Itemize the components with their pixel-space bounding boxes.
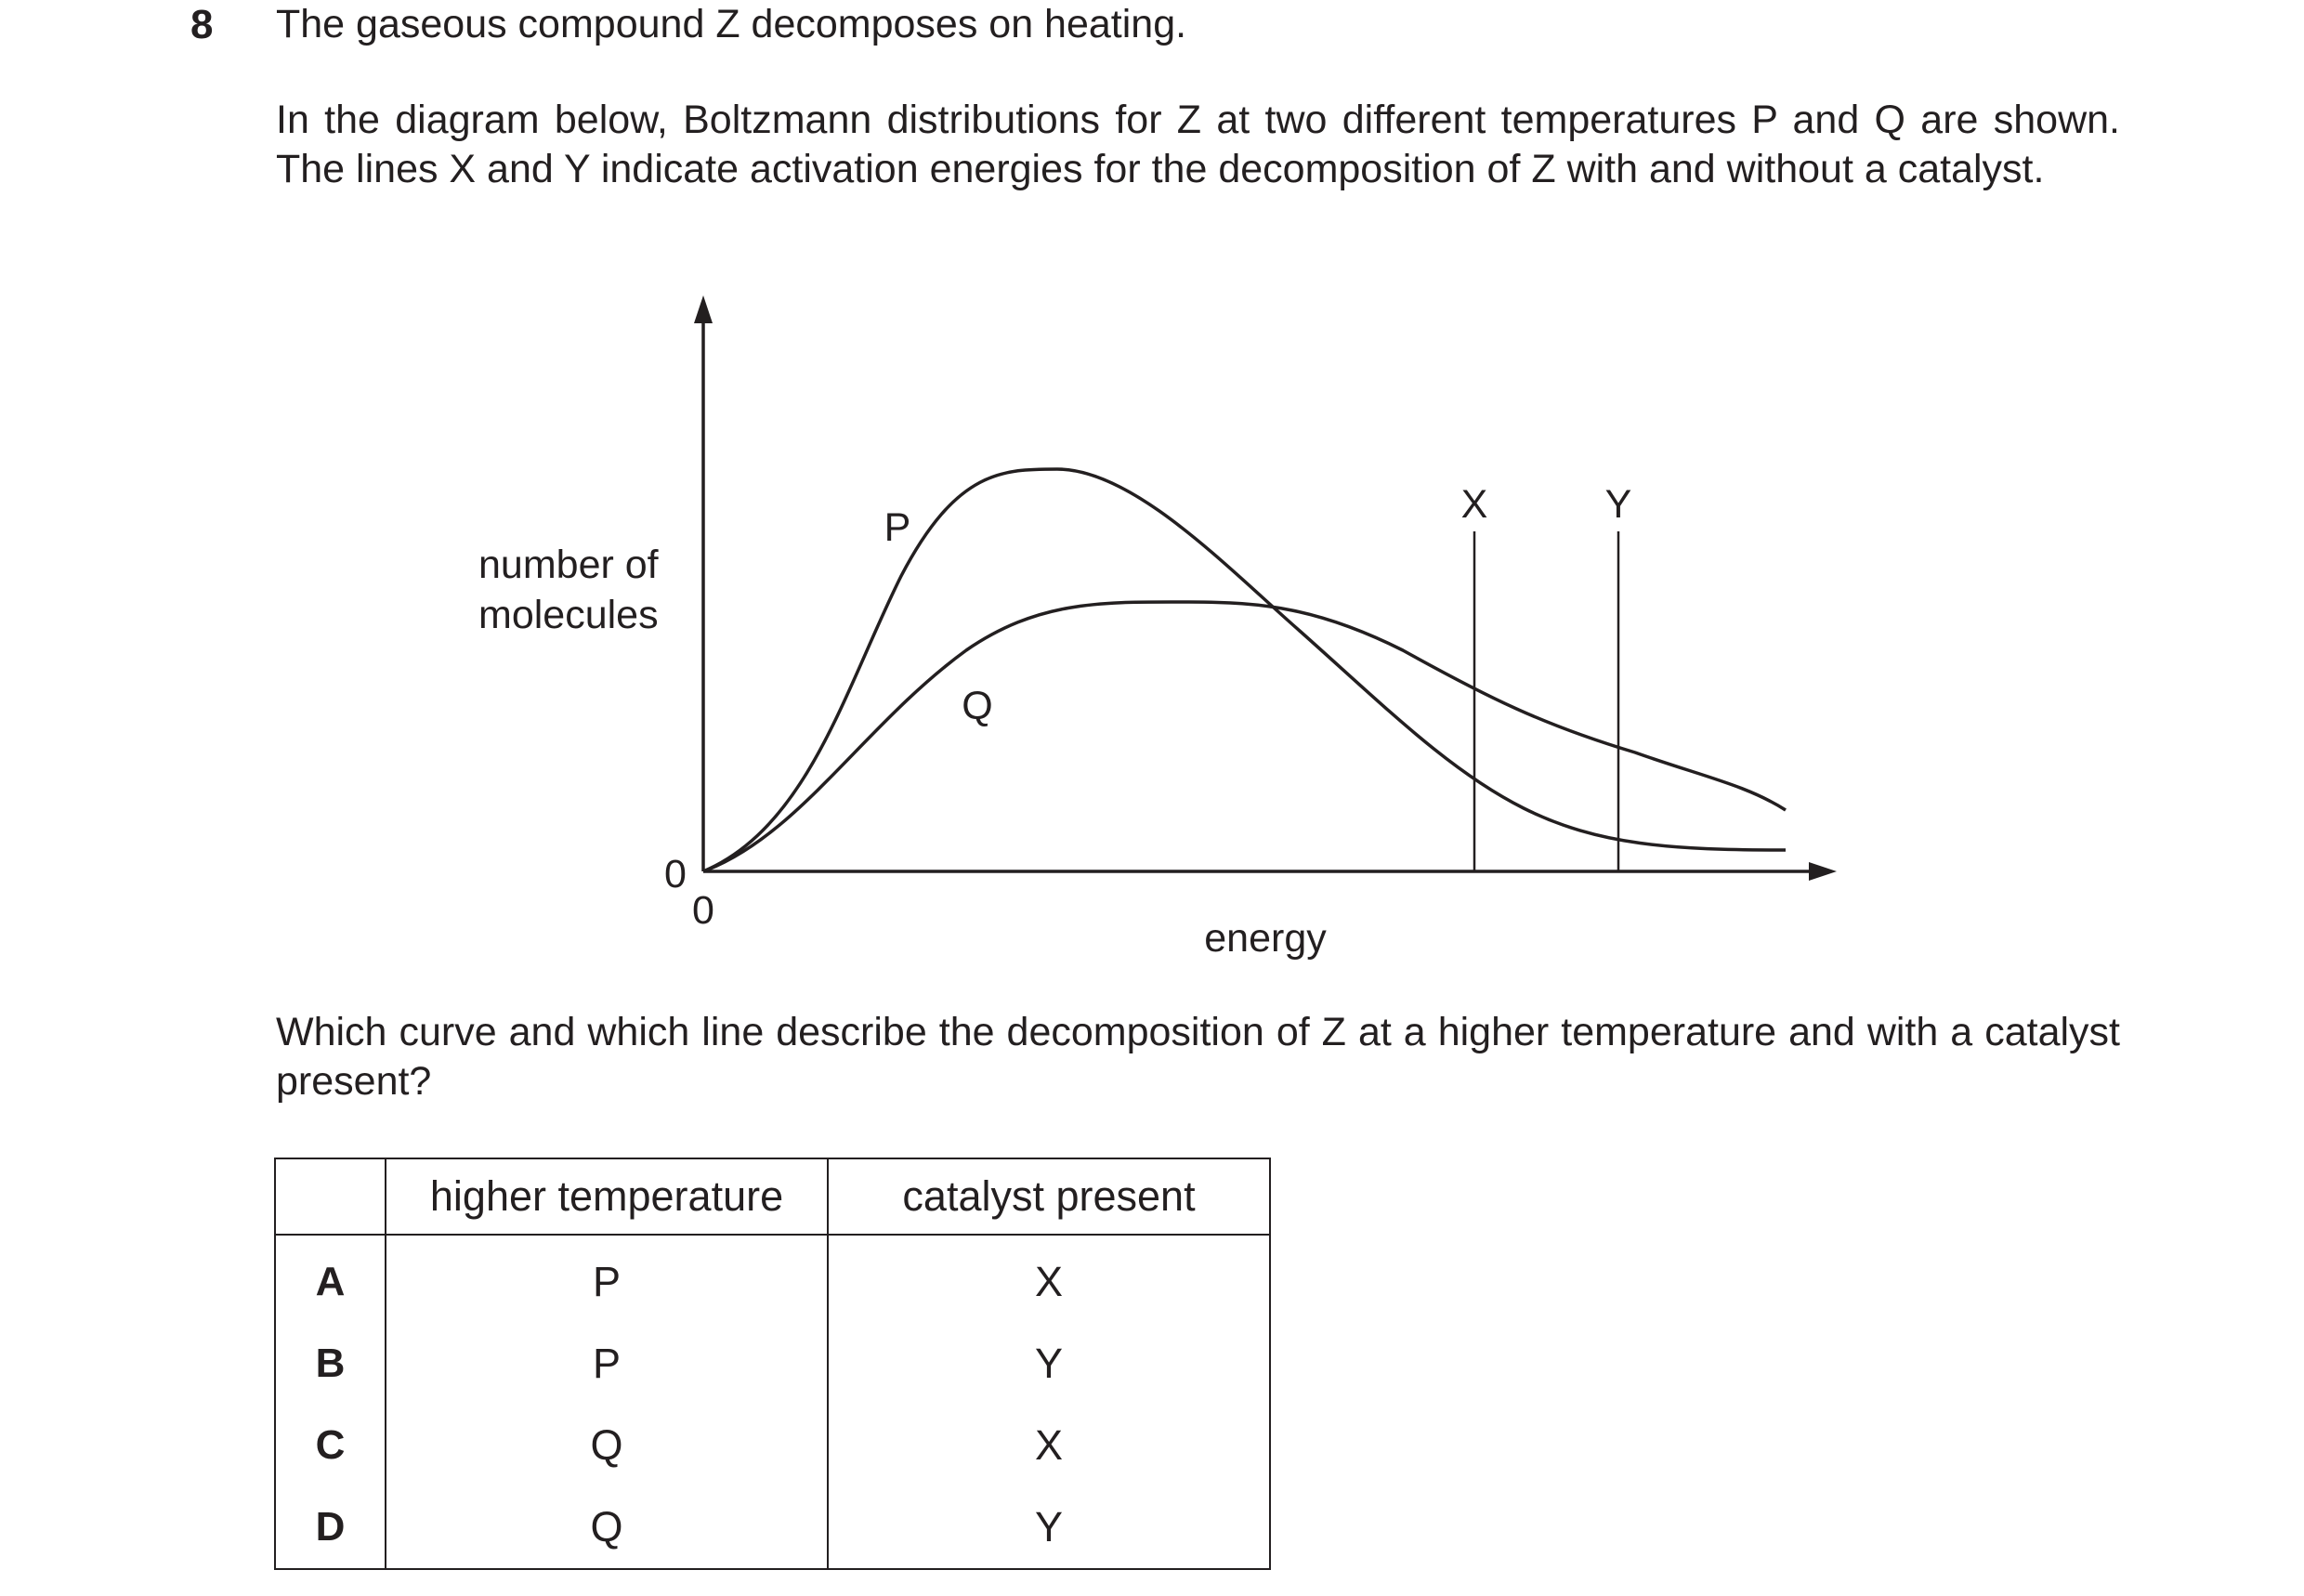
- y-axis-label-line1: number of: [478, 543, 659, 587]
- header-blank: [275, 1158, 386, 1235]
- curve-q-label: Q: [962, 684, 993, 728]
- option-letter: B: [275, 1323, 386, 1405]
- header-temperature: higher temperature: [386, 1158, 828, 1235]
- origin-y-label: 0: [664, 852, 687, 896]
- question-description: In the diagram below, Boltzmann distributions for Z at two different temperatures P and Q are shown. The lines X and Y indicate activation energies for the decomposition of Z with and without a catalyst.: [276, 98, 2120, 191]
- header-catalyst: catalyst present: [828, 1158, 1270, 1235]
- question-intro: The gaseous compound Z decomposes on heating.: [276, 2, 1187, 46]
- answer-options-table: [274, 1158, 1271, 1570]
- option-letter: A: [275, 1235, 386, 1323]
- origin-x-label: 0: [692, 888, 714, 933]
- table-row: [275, 1323, 1270, 1405]
- option-catalyst: X: [828, 1405, 1270, 1486]
- option-temperature: P: [386, 1235, 828, 1323]
- table-header-row: [275, 1158, 1270, 1235]
- y-axis-arrowhead: [694, 295, 713, 323]
- table-row: [275, 1486, 1270, 1569]
- curve-q: [703, 602, 1786, 871]
- option-catalyst: Y: [828, 1486, 1270, 1569]
- x-axis-label: energy: [1204, 916, 1327, 961]
- option-temperature: P: [386, 1323, 828, 1405]
- option-temperature: Q: [386, 1405, 828, 1486]
- y-axis-label-line2: molecules: [478, 593, 659, 637]
- option-letter: D: [275, 1486, 386, 1569]
- line-y-label: Y: [1604, 482, 1632, 527]
- option-catalyst: X: [828, 1235, 1270, 1323]
- table-row: [275, 1405, 1270, 1486]
- curve-p-label: P: [884, 505, 911, 550]
- option-letter: C: [275, 1405, 386, 1486]
- question-prompt: Which curve and which line describe the decomposition of Z at a higher temperature and with a catalyst present?: [276, 1010, 2120, 1104]
- line-x-label: X: [1460, 482, 1488, 527]
- option-catalyst: Y: [828, 1323, 1270, 1405]
- curve-p: [703, 469, 1786, 871]
- x-axis-arrowhead: [1809, 862, 1837, 881]
- option-temperature: Q: [386, 1486, 828, 1569]
- table-row: [275, 1235, 1270, 1323]
- question-number: 8: [190, 2, 214, 47]
